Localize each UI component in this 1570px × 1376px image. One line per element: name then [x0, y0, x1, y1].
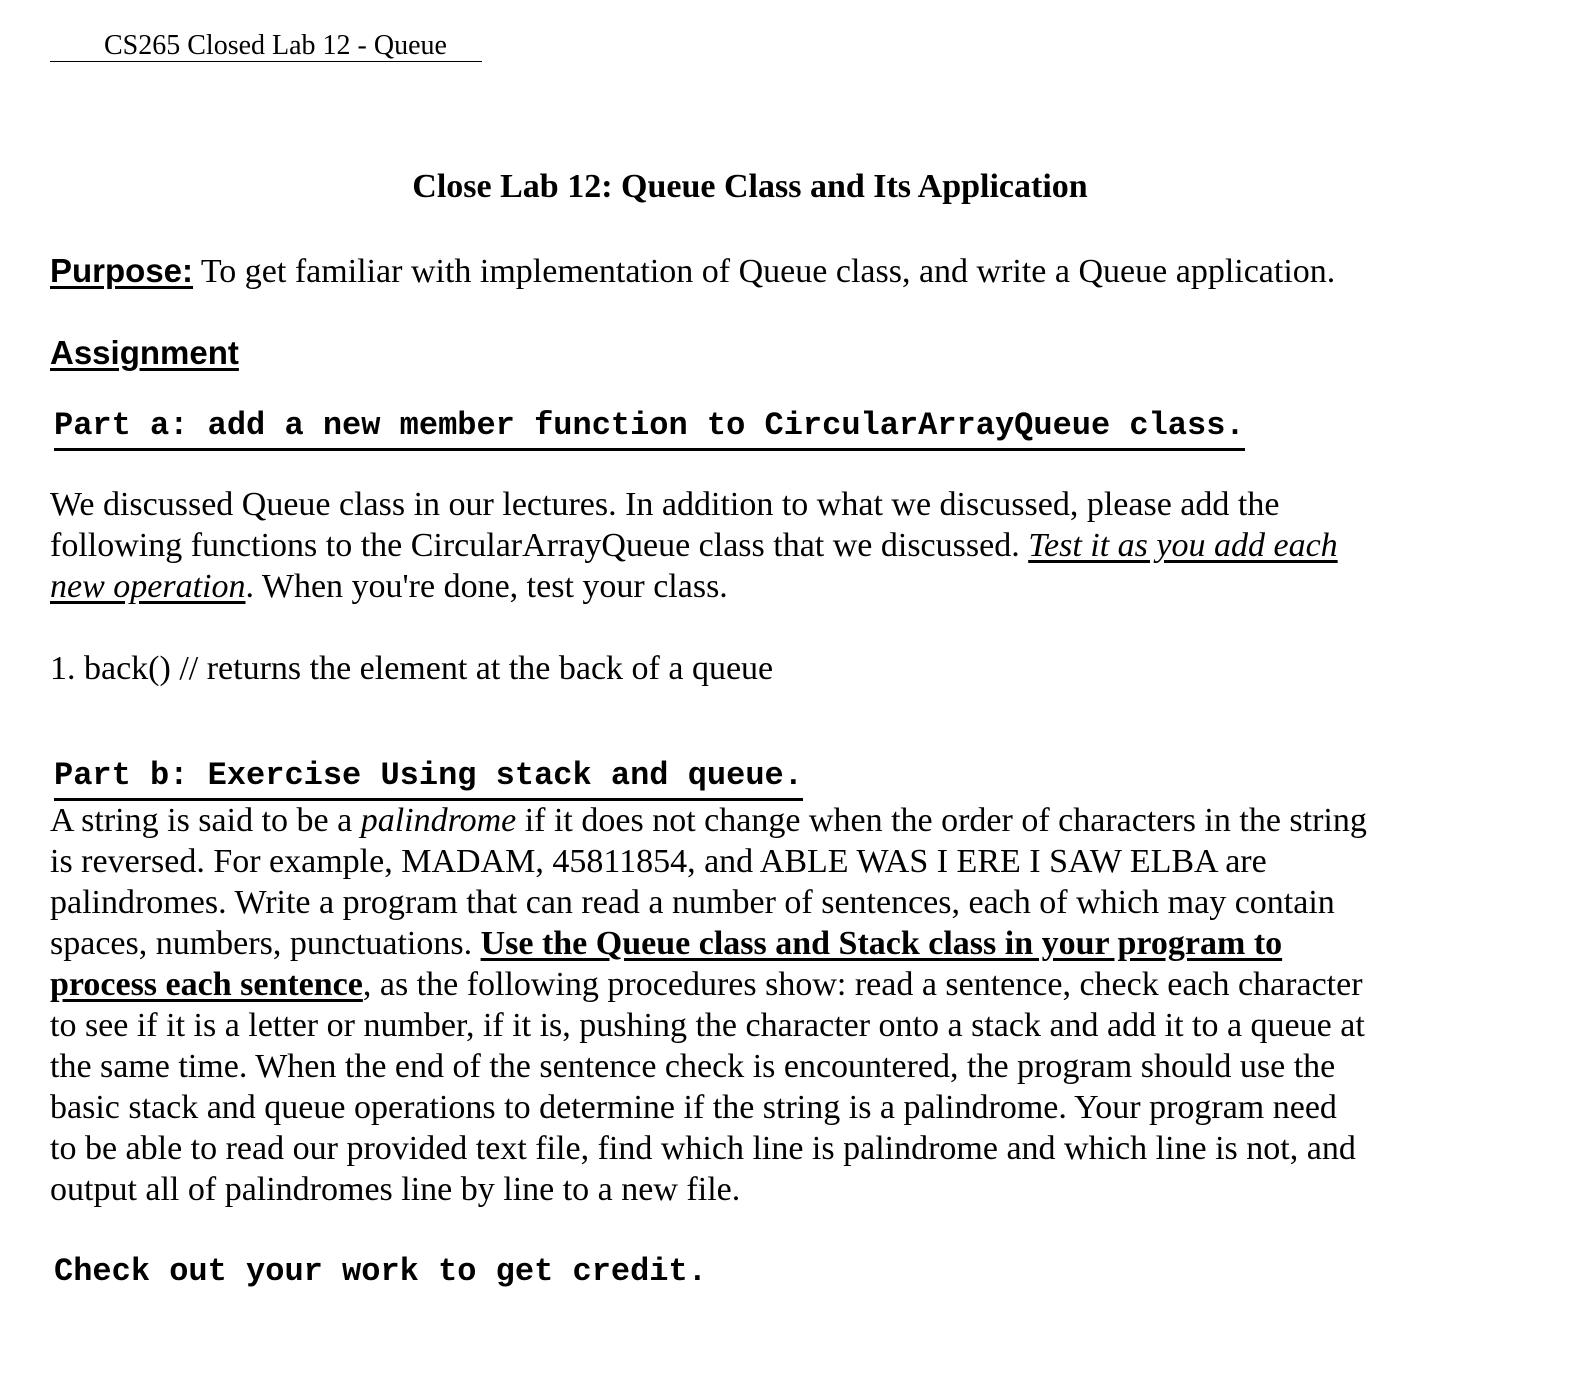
- part-b-line: [50, 800, 1470, 841]
- part-b-emphasis: Use the Queue class and Stack class in your program to: [480, 925, 1283, 962]
- part-a-heading: Part a: add a new member function to CircularArrayQueue class.: [54, 408, 1245, 451]
- part-b-emphasis: process each sentence: [50, 966, 363, 1003]
- part-a-text: . When you're done, test your class.: [245, 568, 728, 605]
- course-label: CS265 Closed Lab 12 - Queue: [104, 30, 447, 61]
- part-b-line: output all of palindromes line by line to a new file.: [50, 1171, 741, 1208]
- part-b-heading: Part b: Exercise Using stack and queue.: [54, 758, 803, 801]
- part-a-text: following functions to the CircularArrayQueue class that we discussed.: [50, 527, 1029, 564]
- part-b-line: is reversed. For example, MADAM, 45811854, and ABLE WAS I ERE I SAW ELBA are: [50, 843, 1267, 880]
- part-b-paragraph: [50, 800, 1470, 1210]
- part-b-line: to be able to read our provided text file, find which line is palindrome and which line is not, and: [50, 1130, 1356, 1167]
- part-b-text: , as the following procedures show: read a sentence, check each character: [362, 966, 1363, 1003]
- assignment-heading: [50, 332, 239, 381]
- part-a-line: [50, 525, 1470, 566]
- part-b-line: the same time. When the end of the sentence check is encountered, the program should use the: [50, 1048, 1336, 1085]
- part-a-emphasis: Test it as you add each: [1028, 527, 1338, 564]
- part-b-text: if it does not change when the order of characters in the string: [516, 802, 1367, 839]
- part-b-line: basic stack and queue operations to determine if the string is a palindrome. Your program need: [50, 1089, 1337, 1126]
- part-b-line: to see if it is a letter or number, if it is, pushing the character onto a stack and add it to a queue at: [50, 1007, 1365, 1044]
- purpose-text: To get familiar with implementation of Queue class, and write a Queue application.: [193, 253, 1336, 290]
- part-a-emphasis: new operation: [50, 568, 246, 605]
- part-b-text: spaces, numbers, punctuations.: [50, 925, 481, 962]
- part-a-item-back: 1. back() // returns the element at the back of a queue: [50, 650, 774, 687]
- part-a-line: [50, 566, 1470, 607]
- closing-note: Check out your work to get credit.: [54, 1253, 707, 1290]
- part-a-paragraph: [50, 484, 1470, 607]
- part-b-line: [50, 923, 1470, 964]
- purpose-statement: [50, 250, 1335, 293]
- assignment-label: Assignment: [50, 334, 239, 371]
- page-title: Close Lab 12: Queue Class and Its Application: [412, 168, 1088, 205]
- part-b-line: palindromes. Write a program that can read a number of sentences, each of which may contain: [50, 884, 1335, 921]
- page-header: [50, 26, 482, 62]
- part-b-text: A string is said to be a: [50, 802, 361, 839]
- part-a-line: We discussed Queue class in our lectures. In addition to what we discussed, please add the: [50, 486, 1280, 523]
- purpose-label: Purpose:: [50, 252, 194, 289]
- part-b-line: [50, 964, 1470, 1005]
- palindrome-term: palindrome: [360, 802, 517, 839]
